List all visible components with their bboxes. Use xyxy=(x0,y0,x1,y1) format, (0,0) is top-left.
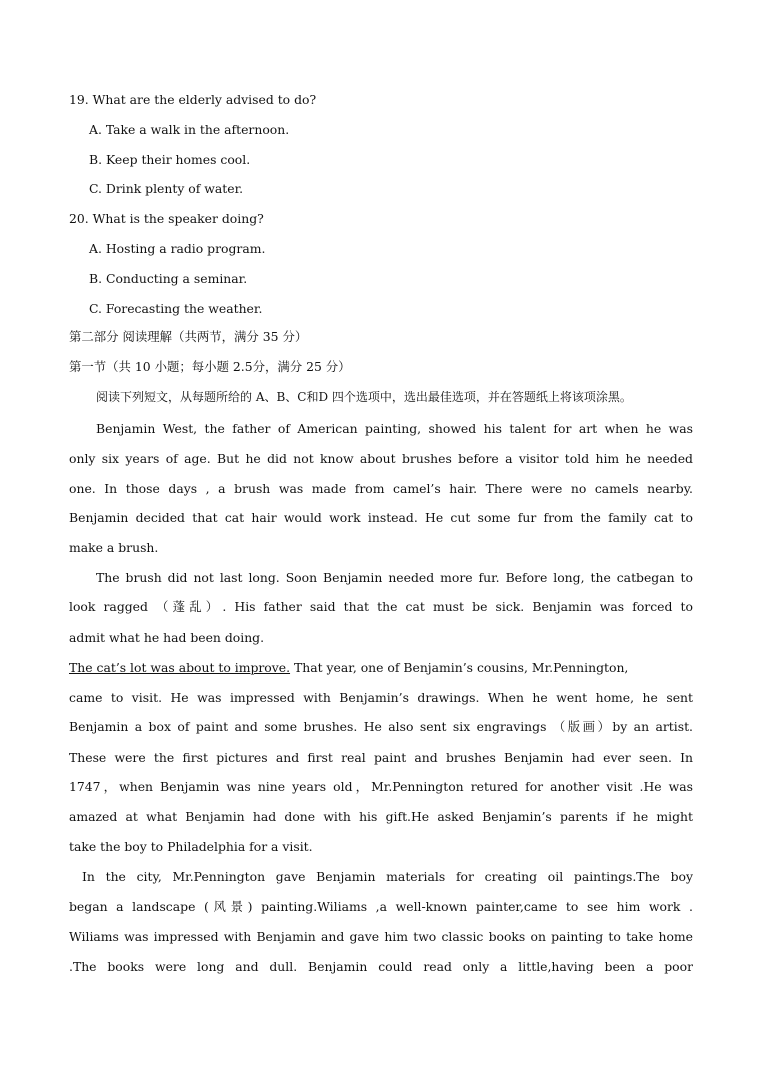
question-20-option-c: C. Forecasting the weather. xyxy=(89,301,263,316)
underlined-sentence: The cat’s lot was about to improve. xyxy=(69,660,291,675)
passage-p3-line-6: amazed at what Benjamin had done with his gift.He asked Benjamin’s parents if he might xyxy=(69,809,693,824)
question-19-option-c: C. Drink plenty of water. xyxy=(89,181,244,196)
passage-p1-line-1: Benjamin West, the father of American painting, showed his talent for art when he was xyxy=(96,421,693,436)
passage-p3-line-5: 1747，when Benjamin was nine years old，Mr.Pennington retured for another visit .He was xyxy=(69,779,693,794)
question-20-option-b: B. Conducting a seminar. xyxy=(89,271,248,286)
part-two-title: 第二部分 阅读理解（共两节，满分 35 分） xyxy=(69,329,308,344)
question-20-option-a: A. Hosting a radio program. xyxy=(89,241,266,256)
passage-p2-line-2: look ragged （蓬乱）. His father said that the cat must be sick. Benjamin was forced to xyxy=(69,599,693,614)
passage-p3-line-1 xyxy=(69,660,693,676)
passage-p4-line-3: Wiliams was impressed with Benjamin and gave him two classic books on painting to take home xyxy=(69,929,693,944)
question-20-stem: 20. What is the speaker doing? xyxy=(69,211,264,226)
passage-p2-line-3: admit what he had been doing. xyxy=(69,630,265,645)
question-19-stem: 19. What are the elderly advised to do? xyxy=(69,92,317,107)
passage-p3-line-2: came to visit. He was impressed with Benjamin’s drawings. When he went home, he sent xyxy=(69,690,693,705)
passage-p3-line-3: Benjamin a box of paint and some brushes. He also sent six engravings （版画）by an artist. xyxy=(69,719,693,734)
passage-p4-line-1: In the city, Mr.Pennington gave Benjamin materials for creating oil paintings.The boy xyxy=(82,869,693,884)
passage-p3-line-7: take the boy to Philadelphia for a visit. xyxy=(69,839,313,854)
passage-p1-line-2: only six years of age. But he did not know about brushes before a visitor told him he needed xyxy=(69,451,693,466)
passage-p4-line-4: .The books were long and dull. Benjamin could read only a little,having been a poor xyxy=(69,959,693,974)
reading-instruction: 阅读下列短文，从每题所给的 A、B、C和D 四个选项中，选出最佳选项，并在答题纸上将该项涂黑。 xyxy=(96,390,632,404)
passage-p1-line-4: Benjamin decided that cat hair would work instead. He cut some fur from the family cat to xyxy=(69,510,693,525)
passage-p1-line-3: one. In those days , a brush was made from camel’s hair. There were no camels nearby. xyxy=(69,481,693,496)
passage-p1-line-5: make a brush. xyxy=(69,540,159,555)
passage-p2-line-1: The brush did not last long. Soon Benjamin needed more fur. Before long, the catbegan to xyxy=(96,570,693,585)
passage-p3-line-4: These were the first pictures and first real paint and brushes Benjamin had ever seen. In xyxy=(69,750,693,765)
passage-p3-line-1-rest: That year, one of Benjamin’s cousins, Mr.Pennington, xyxy=(290,660,629,675)
subsection-one-title: 第一节（共 10 小题；每小题 2.5分，满分 25 分） xyxy=(69,359,351,374)
question-19-option-b: B. Keep their homes cool. xyxy=(89,152,251,167)
passage-p4-line-2: began a landscape (风景) painting.Wiliams ,a well-known painter,came to see him work . xyxy=(69,899,693,914)
question-19-option-a: A. Take a walk in the afternoon. xyxy=(89,122,290,137)
